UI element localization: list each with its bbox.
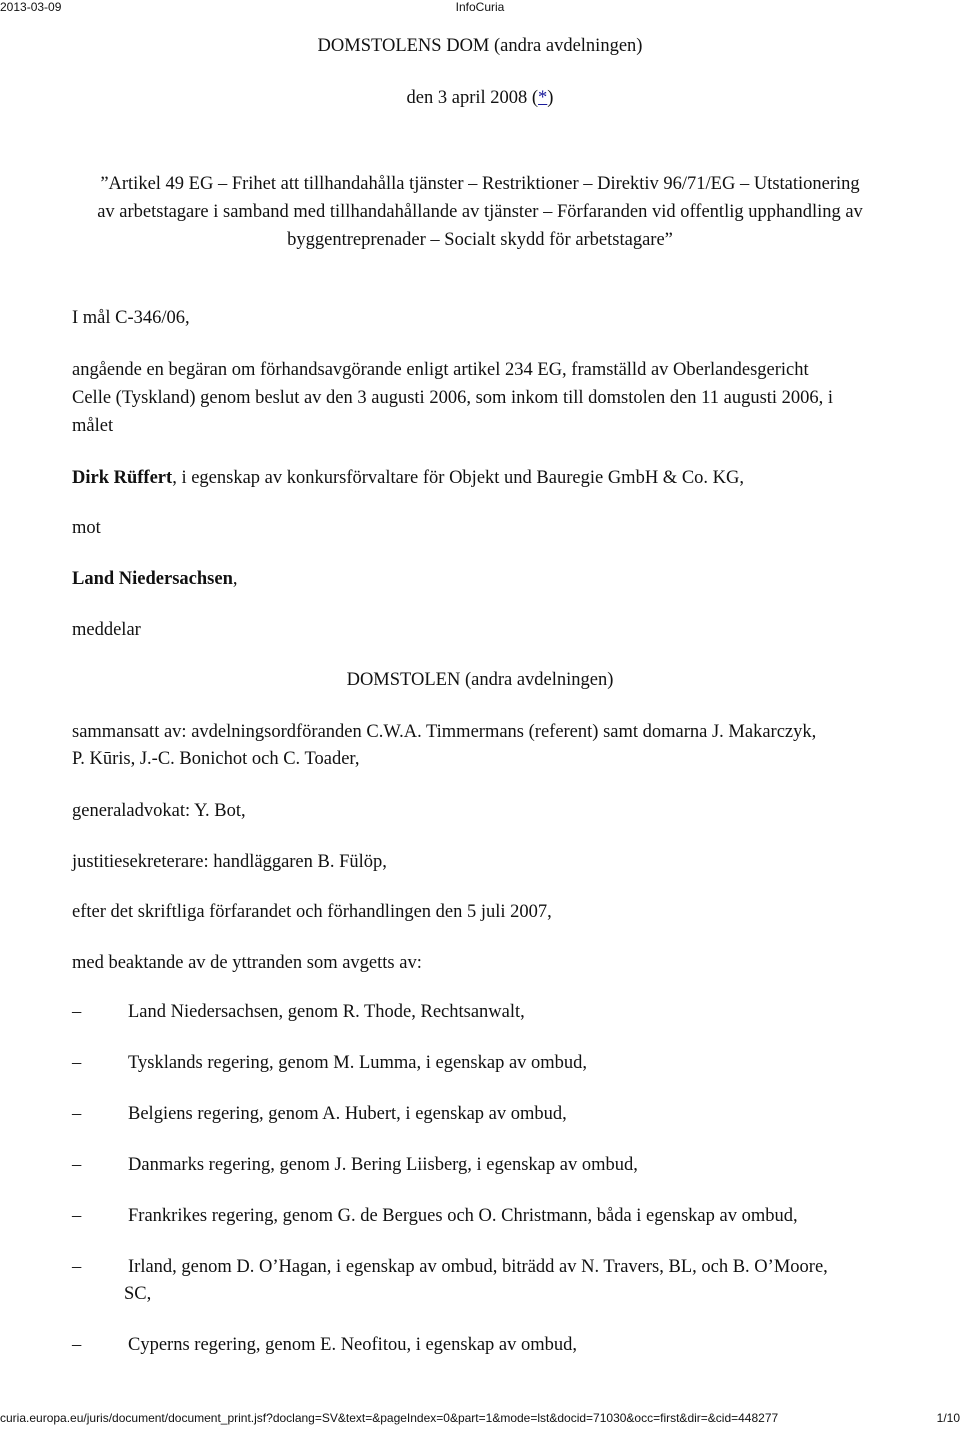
list-item-text: Danmarks regering, genom J. Bering Liisberg, i egenskap av ombud, xyxy=(128,1155,638,1175)
keywords-line-2: av arbetstagare i samband med tillhandahållande av tjänster – Förfaranden vid offentlig upphandling av xyxy=(97,202,863,222)
observations-intro: med beaktande av de yttranden som avgetts av: xyxy=(72,953,422,973)
footnote-link[interactable]: * xyxy=(538,88,548,108)
list-dash: – xyxy=(72,1257,82,1277)
keywords-line-3: byggentreprenader – Socialt skydd för arbetstagare” xyxy=(287,230,673,250)
list-dash: – xyxy=(72,1206,82,1226)
list-dash: – xyxy=(72,1104,82,1124)
registrar: justitiesekreterare: handläggaren B. Fülöp, xyxy=(72,852,387,872)
defendant: Land Niedersachsen, xyxy=(72,569,238,589)
list-item-text: Belgiens regering, genom A. Hubert, i egenskap av ombud, xyxy=(128,1104,567,1124)
judgment-title: DOMSTOLENS DOM (andra avdelningen) xyxy=(317,36,643,56)
delivers: meddelar xyxy=(72,620,141,640)
reference-line-3: målet xyxy=(72,416,114,436)
court-chamber: DOMSTOLEN (andra avdelningen) xyxy=(346,670,614,690)
print-footer xyxy=(0,1410,960,1426)
keywords-line-1: ”Artikel 49 EG – Frihet att tillhandahålla tjänster – Restriktioner – Direktiv 96/71/EG – Utstationering xyxy=(100,174,860,194)
list-dash: – xyxy=(72,1002,82,1022)
site-name: InfoCuria xyxy=(455,0,505,14)
reference-line-2: Celle (Tyskland) genom beslut av den 3 augusti 2006, som inkom till domstolen den 11 augusti 2006, i xyxy=(72,388,834,408)
procedure: efter det skriftliga förfarandet och förhandlingen den 5 juli 2007, xyxy=(72,902,552,922)
versus: mot xyxy=(72,518,101,538)
reference-line-1: angående en begäran om förhandsavgörande enligt artikel 234 EG, framställd av Oberlandesgericht xyxy=(72,360,809,380)
case-number: I mål C-346/06, xyxy=(72,308,190,328)
list-dash: – xyxy=(72,1053,82,1073)
applicant: Dirk Rüffert, i egenskap av konkursförvaltare för Objekt und Bauregie GmbH & Co. KG, xyxy=(72,468,745,488)
list-item-text: Irland, genom D. O’Hagan, i egenskap av ombud, biträdd av N. Travers, BL, och B. O’Moore, xyxy=(128,1257,828,1277)
list-item-text-continued: SC, xyxy=(124,1284,152,1304)
list-dash: – xyxy=(72,1335,82,1355)
list-item-text: Land Niedersachsen, genom R. Thode, Rechtsanwalt, xyxy=(128,1002,525,1022)
page-url: curia.europa.eu/juris/document/document_print.jsf?doclang=SV&text=&pageIndex=0&part=1&mode=lst&docid=71030&occ=first&dir=&cid=448277 xyxy=(0,1411,779,1425)
list-item-text: Cyperns regering, genom E. Neofitou, i egenskap av ombud, xyxy=(128,1335,578,1355)
judgment-date: den 3 april 2008 (*) xyxy=(406,88,554,108)
list-dash: – xyxy=(72,1155,82,1175)
print-header xyxy=(0,0,960,14)
page-number: 1/10 xyxy=(936,1411,960,1425)
advocate-general: generaladvokat: Y. Bot, xyxy=(72,801,246,821)
list-item-text: Frankrikes regering, genom G. de Bergues och O. Christmann, båda i egenskap av ombud, xyxy=(128,1206,798,1226)
list-item-text: Tysklands regering, genom M. Lumma, i egenskap av ombud, xyxy=(128,1053,588,1073)
print-date: 2013-03-09 xyxy=(0,0,62,14)
composition-line-1: sammansatt av: avdelningsordföranden C.W.A. Timmermans (referent) samt domarna J. Makarczyk, xyxy=(72,722,817,742)
defendant-name: Land Niedersachsen xyxy=(72,569,233,589)
composition-line-2: P. Kūris, J.-C. Bonichot och C. Toader, xyxy=(72,749,360,769)
applicant-name: Dirk Rüffert xyxy=(72,468,173,488)
